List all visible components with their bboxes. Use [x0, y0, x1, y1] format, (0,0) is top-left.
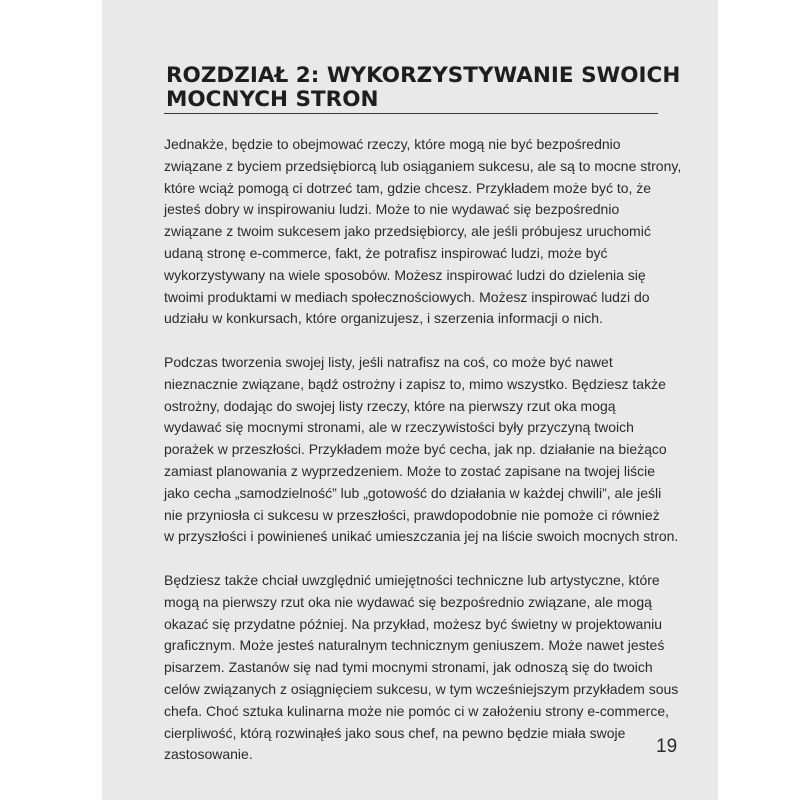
- text-line: nieznacznie związane, bądź ostrożny i zapisz to, mimo wszystko. Będziesz także: [164, 375, 666, 392]
- body-text: [164, 134, 682, 788]
- chapter-title: [166, 64, 686, 112]
- text-line: w przyszłości i powinieneś unikać umieszczania jej na liście swoich mocnych stron.: [164, 528, 679, 545]
- chapter-title-line-2: MOCNYCH STRON: [166, 87, 379, 112]
- text-line: jako cecha „samodzielność” lub „gotowość do działania w każdej chwili”, ale jeśli: [164, 484, 662, 501]
- text-line: wykorzystywany na wiele sposobów. Możesz inspirować ludzi do dzielenia się: [164, 266, 646, 283]
- text-line: Będziesz także chciał uwzględnić umiejętności techniczne lub artystyczne, które: [164, 571, 660, 588]
- page-number: 19: [656, 736, 678, 757]
- text-line: twoimi produktami w mediach społecznościowych. Możesz inspirować ludzi do: [164, 288, 650, 305]
- text-line: udaną stronę e-commerce, fakt, że potrafisz inspirować ludzi, może być: [164, 244, 608, 261]
- text-line: pisarzem. Zastanów się nad tymi mocnymi stronami, jak odnoszą się do twoich: [164, 659, 653, 676]
- text-line: okazać się przydatne później. Na przykład, możesz być świetny w projektowaniu: [164, 615, 663, 632]
- paragraph-2: [164, 352, 679, 548]
- text-line: jesteś dobry w inspirowaniu ludzi. Może to nie wydawać się bezpośrednio: [164, 201, 620, 218]
- text-line: zastosowanie.: [164, 746, 253, 763]
- text-line: celów związanych z osiągnięciem sukcesu, w tym wcześniejszym przykładem sous: [164, 680, 679, 697]
- text-line: chefa. Choć sztuka kulinarna może nie pomóc ci w założeniu strony e-commerce,: [164, 702, 669, 719]
- text-line: które wciąż pomogą ci dotrzeć tam, gdzie chcesz. Przykładem może być to, że: [164, 179, 652, 196]
- text-line: ostrożny, dodając do swojej listy rzeczy, które na pierwszy rzut oka mogą: [164, 397, 616, 414]
- paragraph-3: [164, 570, 679, 766]
- text-line: związane z byciem przedsiębiorcą lub osiąganiem sukcesu, ale są to mocne strony,: [164, 157, 682, 174]
- text-line: wydawać się mocnymi stronami, ale w rzeczywistości były przyczyną twoich: [164, 419, 634, 436]
- text-line: zamiast planowania z wyprzedzeniem. Może to zostać zapisane na twojej liście: [164, 462, 656, 479]
- text-line: mogą na pierwszy rzut oka nie wydawać się bezpośrednio związane, ale mogą: [164, 593, 652, 610]
- text-line: nie przyniosła ci sukcesu w przeszłości, prawdopodobnie nie pomoże ci również: [164, 506, 660, 523]
- text-line: graficznym. Może jesteś naturalnym technicznym geniuszem. Może nawet jesteś: [164, 637, 665, 654]
- title-underline: [164, 113, 658, 114]
- chapter-title-line-1: ROZDZIAŁ 2: WYKORZYSTYWANIE SWOICH: [166, 63, 681, 88]
- text-line: udziału w konkursach, które organizujesz, i szerzenia informacji o nich.: [164, 310, 603, 327]
- text-line: Podczas tworzenia swojej listy, jeśli natrafisz na coś, co może być nawet: [164, 353, 613, 370]
- text-line: porażek w przeszłości. Przykładem może być cecha, jak np. działanie na bieżąco: [164, 441, 667, 458]
- paragraph-1: [164, 134, 682, 330]
- text-line: związane z twoim sukcesem jako przedsiębiorcy, ale jeśli próbujesz uruchomić: [164, 223, 651, 240]
- text-line: cierpliwość, którą rozwinąłeś jako sous chef, na pewno będzie miała swoje: [164, 724, 626, 741]
- text-line: Jednakże, będzie to obejmować rzeczy, które mogą nie być bezpośrednio: [164, 136, 621, 152]
